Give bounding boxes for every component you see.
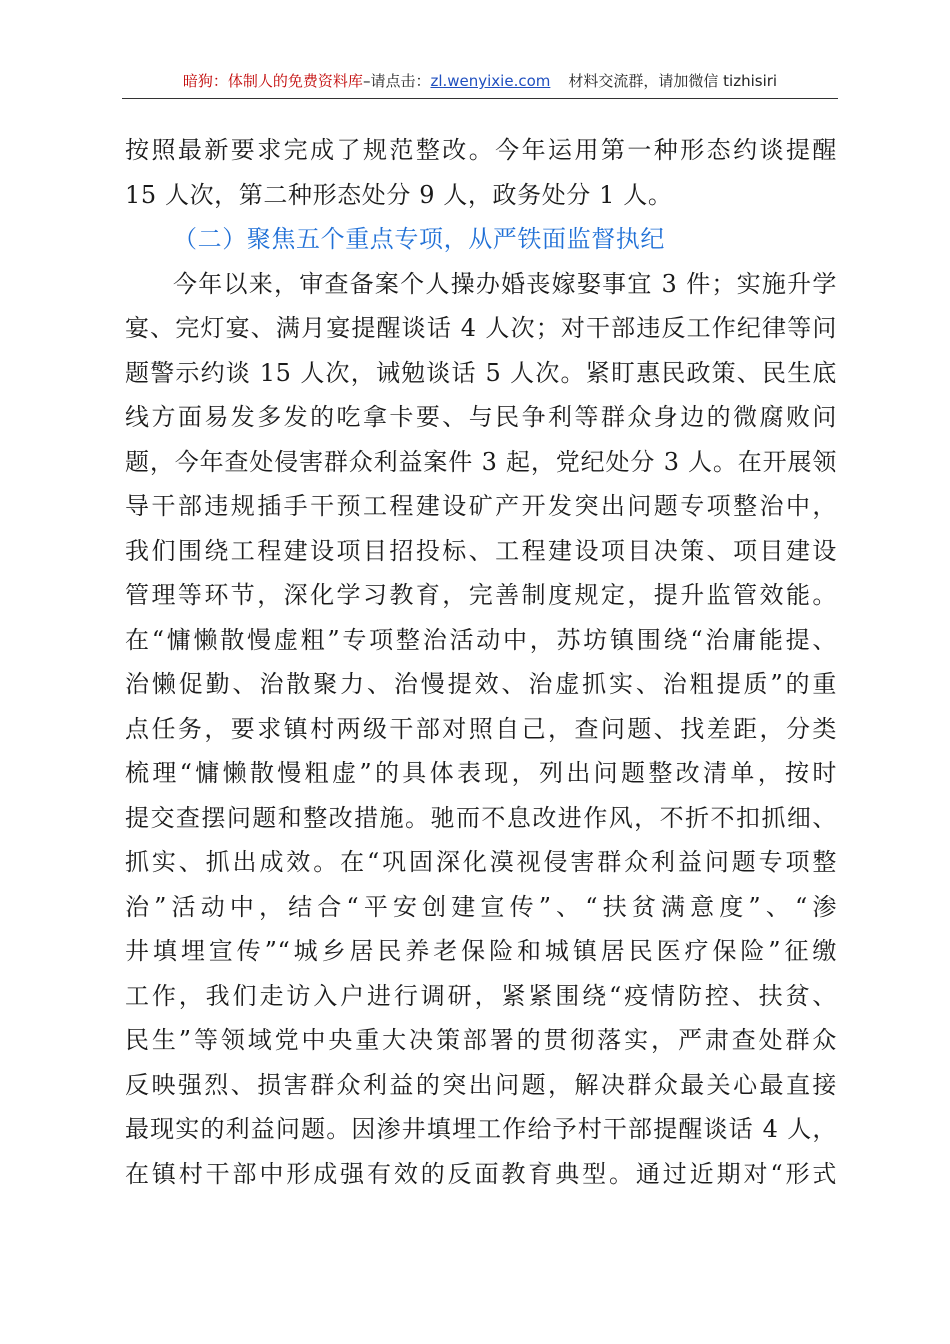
body-line: 线方面易发多发的吃拿卡要、与民争利等群众身边的微腐败问 (125, 403, 837, 431)
body-line: 反映强烈、损害群众利益的突出问题，解决群众最关心最直接 (125, 1070, 837, 1099)
header-click-prompt: –请点击： (362, 72, 431, 90)
body-line: 导干部违规插手干预工程建设矿产开发突出问题专项整治中， (125, 492, 837, 520)
header-contact: 材料交流群，请加微信 tizhisiri (568, 72, 778, 90)
body-line: 在镇村干部中形成强有效的反面教育典型。通过近期对“形式 (125, 1159, 837, 1188)
body-line: 按照最新要求完成了规范整改。今年运用第一种形态约谈提醒 (125, 136, 837, 164)
header-site-name: 暗狗：体制人的免费资料库 (182, 72, 363, 90)
body-line: 治懒促勤、治散聚力、治慢提效、治虚抓实、治粗提质”的重 (125, 670, 837, 698)
body-line: 15 人次，第二种形态处分 9 人，政务处分 1 人。 (125, 180, 673, 209)
body-line: 工作，我们走访入户进行调研，紧紧围绕“疫情防控、扶贫、 (125, 981, 837, 1010)
section-subheading: （二）聚焦五个重点专项，从严铁面监督执纪 (173, 225, 665, 253)
body-line: 题警示约谈 15 人次，诫勉谈话 5 人次。紧盯惠民政策、民生底 (125, 358, 837, 387)
body-line: 管理等环节，深化学习教育，完善制度规定，提升监管效能。 (125, 581, 837, 609)
body-line: 抓实、抓出成效。在“巩固深化漠视侵害群众利益问题专项整 (125, 848, 837, 876)
body-line: 宴、完灯宴、满月宴提醒谈话 4 人次；对干部违反工作纪律等问 (125, 314, 837, 342)
page-header (122, 68, 838, 99)
body-line: 我们围绕工程建设项目招投标、工程建设项目决策、项目建设 (125, 536, 837, 565)
body-line: 治”活动中，结合“平安创建宣传”、“扶贫满意度”、“渗 (125, 892, 837, 921)
header-link[interactable]: zl.wenyixie.com (430, 72, 551, 90)
body-line: 民生”等领域党中央重大决策部署的贯彻落实，严肃查处群众 (125, 1026, 837, 1054)
body-line: 井填埋宣传”“城乡居民养老保险和城镇居民医疗保险”征缴 (125, 937, 837, 965)
paragraph-first-line: 今年以来，审查备案个人操办婚丧嫁娶事宜 3 件；实施升学 (173, 269, 837, 298)
body-line: 最现实的利益问题。因渗井填埋工作给予村干部提醒谈话 4 人， (125, 1115, 837, 1143)
body-line: 在“慵懒散慢虚粗”专项整治活动中，苏坊镇围绕“治庸能提、 (125, 625, 837, 654)
body-line: 点任务，要求镇村两级干部对照自己，查问题、找差距，分类 (125, 714, 837, 743)
document-body (125, 128, 837, 1196)
body-line: 梳理“慵懒散慢粗虚”的具体表现，列出问题整改清单，按时 (125, 759, 837, 787)
body-line: 题，今年查处侵害群众利益案件 3 起，党纪处分 3 人。在开展领 (125, 447, 837, 476)
body-line: 提交查摆问题和整改措施。驰而不息改进作风，不折不扣抓细、 (125, 803, 837, 832)
